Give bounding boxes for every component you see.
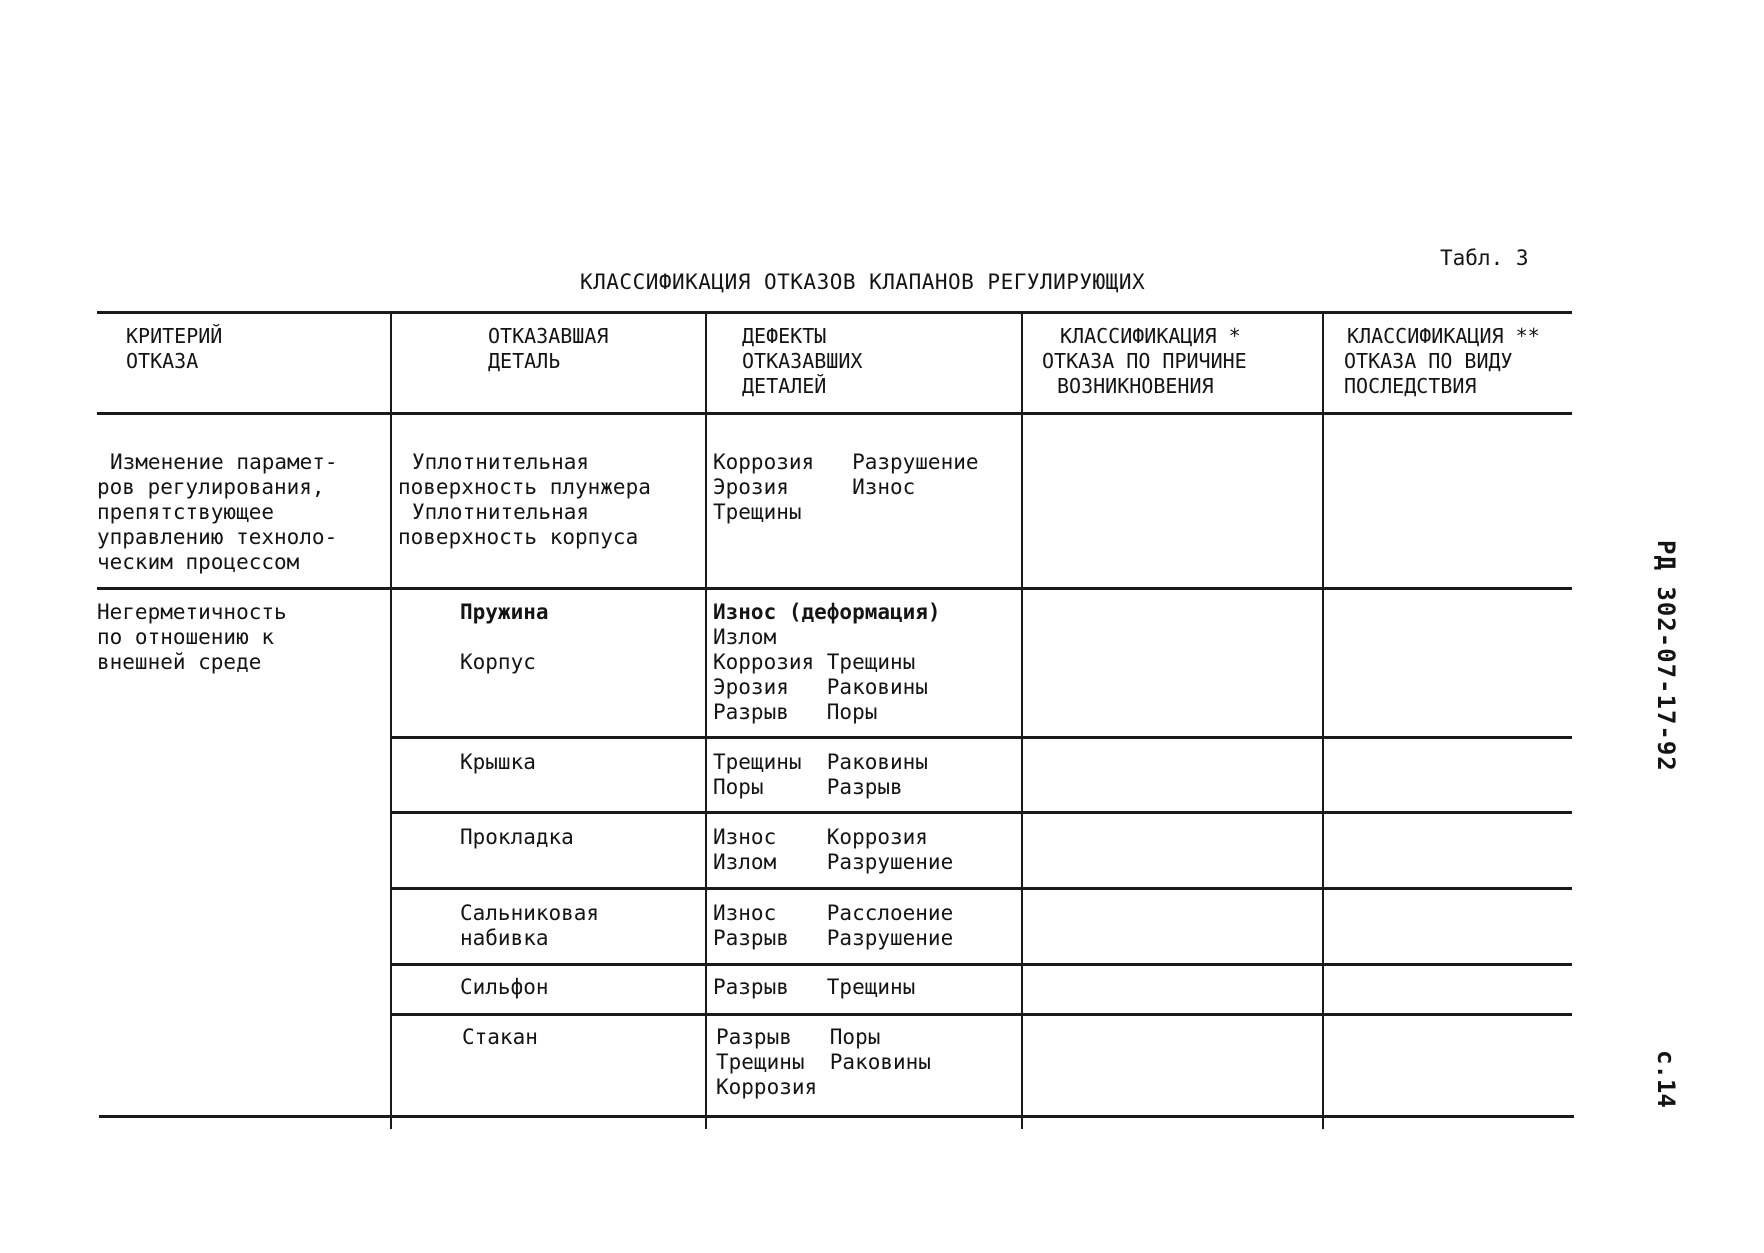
- defect-line: Трещины: [713, 500, 802, 524]
- defect-line: Износ (деформация): [713, 600, 941, 624]
- defect-line: Разрыв Поры: [716, 1025, 881, 1049]
- header-failed-part: [488, 324, 608, 374]
- part-line: Прокладка: [460, 825, 574, 849]
- criterion-line: Изменение парамет-: [110, 450, 338, 474]
- col-divider-1: [390, 311, 392, 1129]
- table-top-rule: [97, 311, 1572, 314]
- defect-line: Коррозия Разрушение: [713, 450, 979, 474]
- part-line: Стакан: [462, 1025, 538, 1049]
- defects-sealing-surfaces: [713, 450, 979, 525]
- document-code: РД 302-07-17-92: [1652, 540, 1680, 772]
- header-line: ОТКАЗА ПО ВИДУ: [1344, 349, 1513, 373]
- part-line: Пружина: [460, 600, 549, 624]
- part-line: Сальниковая: [460, 901, 600, 925]
- header-bottom-rule: [97, 412, 1572, 415]
- header-cause-classification: [1042, 324, 1247, 399]
- part-spring-body: [460, 600, 549, 675]
- row-rule-kryshka: [392, 811, 1572, 814]
- defect-line: Износ Расслоение: [713, 901, 954, 925]
- header-line: ДЕФЕКТЫ: [742, 324, 827, 348]
- defect-line: Коррозия: [716, 1075, 818, 1099]
- part-line: поверхность плунжера: [398, 475, 651, 499]
- part-line: набивка: [460, 926, 549, 950]
- defect-line: Износ Коррозия: [713, 825, 928, 849]
- row-rule-silfon: [392, 1013, 1572, 1016]
- row-rule-nabivka: [392, 963, 1572, 966]
- header-line: ОТКАЗАВШАЯ: [488, 324, 609, 348]
- part-line: Корпус: [460, 650, 536, 674]
- defect-line: Эрозия Износ: [713, 475, 916, 499]
- part-line: [460, 625, 549, 650]
- header-line: ДЕТАЛЬ: [488, 349, 561, 373]
- defect-line: Коррозия Трещины: [713, 650, 916, 674]
- criterion-line: препятствующее: [97, 500, 275, 524]
- page-number: с.14: [1652, 1050, 1680, 1108]
- defect-line: Трещины Раковины: [716, 1050, 931, 1074]
- criterion-leakage: [97, 600, 287, 675]
- criterion-line: внешней среде: [97, 650, 262, 674]
- defect-line: Разрыв Разрушение: [713, 926, 954, 950]
- criterion-line: управлению техноло-: [97, 525, 338, 549]
- part-sealing-surfaces: [398, 450, 651, 550]
- part-line: Уплотнительная: [412, 500, 590, 524]
- criterion-line: Негерметичность: [97, 600, 287, 624]
- part-cup: [462, 1025, 538, 1050]
- defect-line: Эрозия Раковины: [713, 675, 928, 699]
- part-line: Сильфон: [460, 975, 549, 999]
- col-divider-4: [1322, 311, 1324, 1129]
- header-line: ОТКАЗА ПО ПРИЧИНЕ: [1042, 349, 1247, 373]
- part-bellows: [460, 975, 549, 1000]
- defects-cover: [713, 750, 928, 800]
- table-number-label: Табл. 3: [1440, 246, 1529, 270]
- defects-spring-body: [713, 600, 941, 725]
- header-criterion: [126, 324, 222, 374]
- part-cover: [460, 750, 536, 775]
- criterion-line: ров регулирования,: [97, 475, 325, 499]
- criterion-regulation-change: [97, 450, 338, 575]
- defect-line: Излом Разрушение: [713, 850, 954, 874]
- part-gland-packing: [460, 901, 599, 951]
- header-line: КЛАССИФИКАЦИЯ **: [1347, 324, 1540, 348]
- header-line: ПОСЛЕДСТВИЯ: [1344, 374, 1477, 398]
- table-title: КЛАССИФИКАЦИЯ ОТКАЗОВ КЛАПАНОВ РЕГУЛИРУЮЩИХ: [580, 270, 1146, 294]
- header-line: ОТКАЗАВШИХ: [742, 349, 863, 373]
- header-defects: [742, 324, 862, 399]
- header-consequence-classification: [1344, 324, 1540, 399]
- header-line: ОТКАЗА: [126, 349, 199, 373]
- header-line: КРИТЕРИЙ: [126, 324, 223, 348]
- row-rule-korpus: [392, 736, 1572, 739]
- criterion-line: по отношению к: [97, 625, 275, 649]
- defects-cup: [716, 1025, 931, 1100]
- defect-line: Излом: [713, 625, 777, 649]
- criterion-line: ческим процессом: [97, 550, 300, 574]
- part-line: Уплотнительная: [412, 450, 590, 474]
- group1-bottom-rule: [97, 587, 1572, 590]
- header-line: КЛАССИФИКАЦИЯ *: [1060, 324, 1241, 348]
- defects-bellows: [713, 975, 915, 1000]
- defects-gasket: [713, 825, 953, 875]
- row-rule-prokladka: [392, 887, 1572, 890]
- header-line: ДЕТАЛЕЙ: [742, 374, 827, 398]
- defect-line: Трещины Раковины: [713, 750, 928, 774]
- defect-line: Разрыв Трещины: [713, 975, 916, 999]
- part-line: поверхность корпуса: [398, 525, 639, 549]
- col-divider-2: [705, 311, 707, 1129]
- col-divider-3: [1021, 311, 1023, 1129]
- part-gasket: [460, 825, 574, 850]
- defects-gland-packing: [713, 901, 953, 951]
- defect-line: Поры Разрыв: [713, 775, 903, 799]
- defect-line: Разрыв Поры: [713, 700, 878, 724]
- table-bottom-rule: [99, 1115, 1574, 1118]
- part-line: Крышка: [460, 750, 536, 774]
- header-line: ВОЗНИКНОВЕНИЯ: [1057, 374, 1214, 398]
